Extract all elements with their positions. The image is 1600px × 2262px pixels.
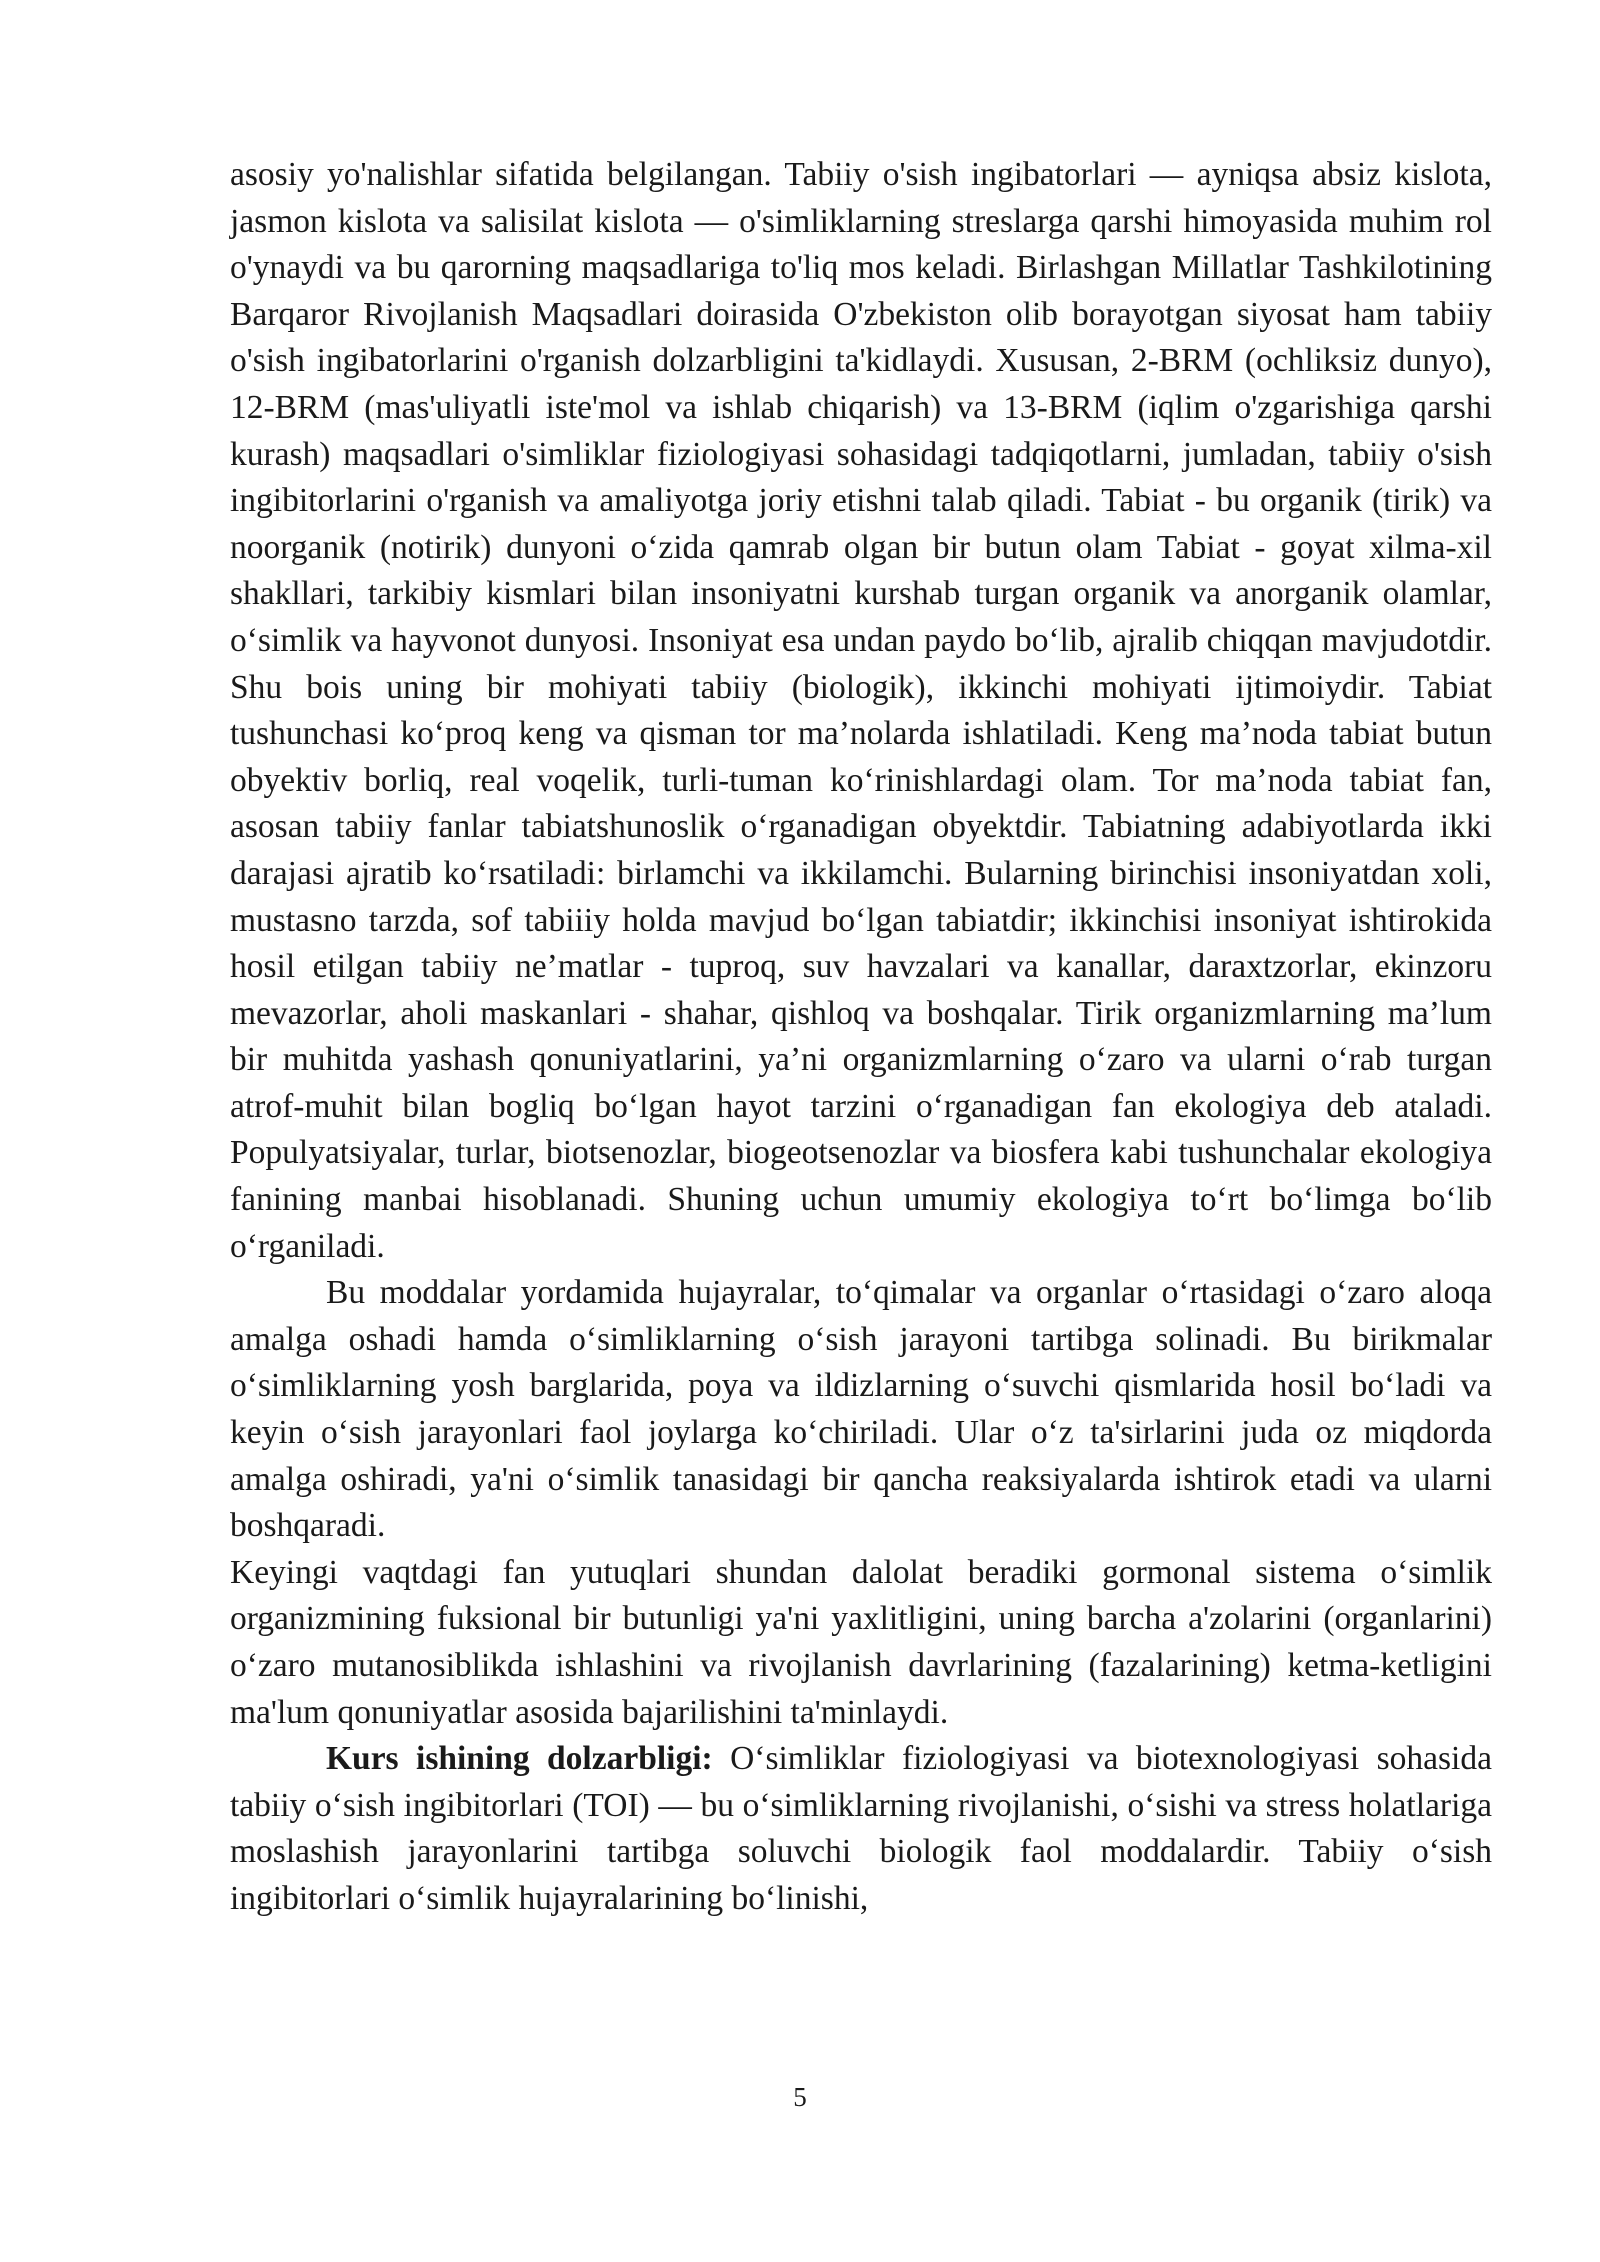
relevance-text: O‘simliklar fiziologiyasi va biotexnologiyasi sohasida tabiiy o‘sish ingibitorlari (TOI) — bu o‘simliklarning rivojlanishi, o‘sishi va stress holatlariga moslashish jarayonlarini tartibga soluvchi biologik faol moddalardir. Tabiiy o‘sish ingibitorlari o‘simlik hujayralarining bo‘linishi, xyxy=(230,1740,1492,1917)
relevance-heading: Kurs ishining dolzarbligi: xyxy=(326,1740,713,1778)
document-page xyxy=(230,152,1492,1923)
page-number: 5 xyxy=(793,2082,807,2112)
paragraph-substances: Bu moddalar yordamida hujayralar, to‘qimalar va organlar o‘rtasidagi o‘zaro aloqa amalga oshadi hamda o‘simliklarning o‘sish jarayoni tartibga solinadi. Bu birikmalar o‘simliklarning yosh barglarida, poya va ildizlarning o‘suvchi qismlarida hosil bo‘ladi va keyin o‘sish jarayonlari faol joylarga ko‘chiriladi. Ular o‘z ta'sirlarini juda oz miqdorda amalga oshiradi, ya'ni o‘simlik tanasidagi bir qancha reaksiyalarda ishtirok etadi va ularni boshqaradi. xyxy=(230,1274,1492,1545)
paragraph-intro: asosiy yo'nalishlar sifatida belgilangan. Tabiiy o'sish ingibatorlari — ayniqsa absiz kislota, jasmon kislota va salisilat kislota — o'simliklarning streslarga qarshi himoyasida muhim rol o'ynaydi va bu qarorning maqsadlariga to'liq mos keladi. Birlashgan Millatlar Tashkilotining Barqaror Rivojlanish Maqsadlari doirasida O'zbekiston olib borayotgan siyosat ham tabiiy o'sish ingibatorlarini o'rganish dolzarbligini ta'kidlaydi. Xususan, 2-BRM (ochliksiz dunyo), 12-BRM (mas'uliyatli iste'mol va ishlab chiqarish) va 13-BRM (iqlim o'zgarishiga qarshi kurash) maqsadlari o'simliklar fiziologiyasi sohasidagi tadqiqotlarni, jumladan, tabiiy o'sish ingibitorlarini o'rganish va amaliyotga joriy etishni talab qiladi. Tabiat - bu organik (tirik) va noorganik (notirik) dunyoni o‘zida qamrab olgan bir butun olam Tabiat - goyat xilma-xil shakllari, tarkibiy kismlari bilan insoniyatni kurshab turgan organik va anorganik olamlar, o‘simlik va hayvonot dunyosi. Insoniyat esa undan paydo bo‘lib, ajralib chiqqan mavjudotdir. Shu bois uning bir mohiyati tabiiy (biologik), ikkinchi mohiyati ijtimoiydir. Tabiat tushunchasi ko‘proq keng va qisman tor ma’nolarda ishlatiladi. Keng ma’noda tabiat butun obyektiv borliq, real voqelik, turli-tuman ko‘rinishlardagi olam. Tor ma’noda tabiat fan, asosan tabiiy fanlar tabiatshunoslik o‘rganadigan obyektdir. Tabiatning adabiyotlarda ikki darajasi ajratib ko‘rsatiladi: birlamchi va ikkilamchi. Bularning birinchisi insoniyatdan xoli, mustasno tarzda, sof tabiiiy holda mavjud bo‘lgan tabiatdir; ikkinchisi insoniyat ishtirokida hosil etilgan tabiiy ne’matlar - tuproq, suv havzalari va kanallar, daraxtzorlar, ekinzoru mevazorlar, aholi maskanlari - shahar, qishloq va boshqalar. Tirik organizmlarning ma’lum bir muhitda yashash qonuniyatlarini, ya’ni organizmlarning o‘zaro va ularni o‘rab turgan atrof-muhit bilan bogliq bo‘lgan hayot tarzini o‘rganadigan fan ekologiya deb ataladi. Populyatsiyalar, turlar, biotsenozlar, biogeotsenozlar va biosfera kabi tushunchalar ekologiya fanining manbai hisoblanadi. Shuning uchun umumiy ekologiya to‘rt bo‘limga bo‘lib o‘rganiladi. xyxy=(230,156,1492,1265)
paragraph-relevance xyxy=(230,1736,1492,1922)
paragraph-hormonal-system: Keyingi vaqtdagi fan yutuqlari shundan dalolat beradiki gormonal sistema o‘simlik organizmining fuksional bir butunligi ya'ni yaxlitligini, uning barcha a'zolarini (organlarini) o‘zaro mutanosiblikda ishlashini va rivojlanish davrlarining (fazalarining) ketma-ketligini ma'lum qonuniyatlar asosida bajarilishini ta'minlaydi. xyxy=(230,1553,1492,1731)
